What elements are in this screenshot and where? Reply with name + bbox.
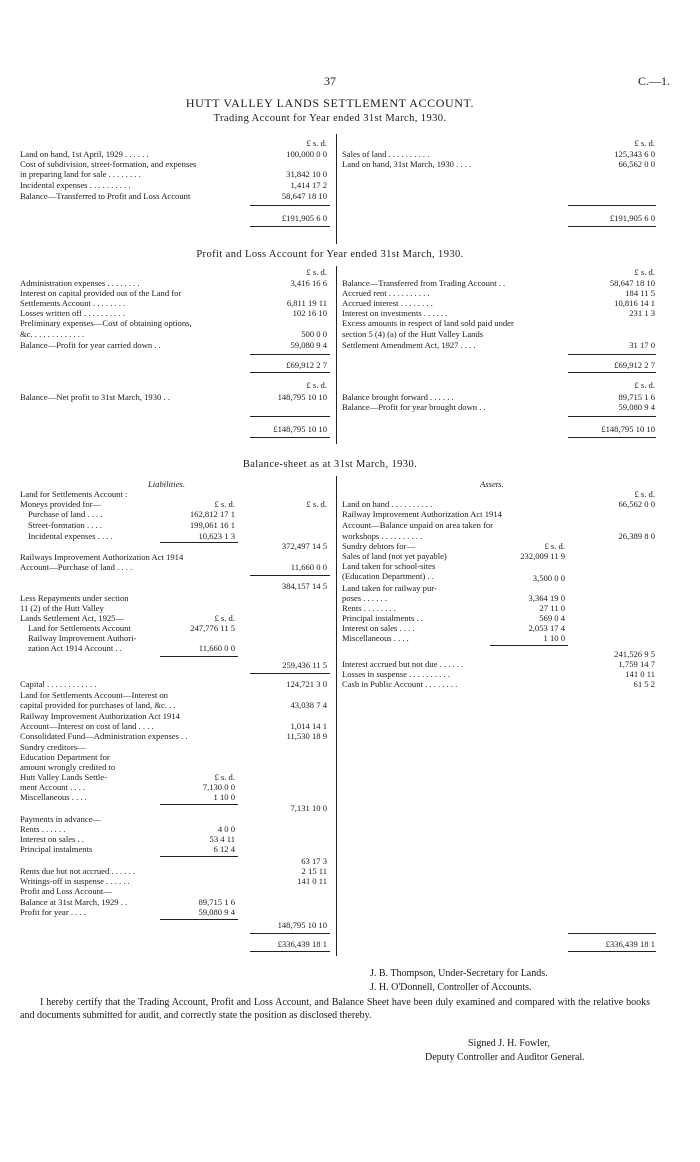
trading-currency-left: £ s. d. [306, 138, 327, 148]
pl-right-label: Accrued interest . . . . . . . . [342, 298, 433, 308]
bs-liab-line: Interest on sales . . [20, 834, 84, 844]
pl-left-label: Settlements Account . . . . . . . . [20, 298, 126, 308]
pl-total1-right: £69,912 2 7 [614, 360, 655, 370]
bs-asset-line: Land on hand . . . . . . . . . . [342, 499, 433, 509]
bs-liab-line: Less Repayments under section [20, 593, 129, 603]
auditor-title: Deputy Controller and Auditor General. [425, 1052, 585, 1063]
bs-asset-line: Miscellaneous . . . . [342, 633, 409, 643]
bs-asset-sub-amount: 2,053 17 4 [528, 623, 565, 633]
bs-asset-line: Rents . . . . . . . . [342, 603, 396, 613]
bs-asset-line: Sales of land (not yet payable) [342, 551, 447, 561]
pl-right-label: Balance—Transferred from Trading Account . . [342, 278, 506, 288]
bs-liab-sub-amount: 53 4 11 [209, 834, 235, 844]
bs-liab-line: Writings-off in suspense . . . . . . [20, 876, 130, 886]
bs-asset-line: Losses in suspense . . . . . . . . . . [342, 669, 450, 679]
bs-liab-amount: 1,014 14 1 [290, 721, 327, 731]
pl-right-amount: 31 17 0 [629, 340, 655, 350]
bs-liab-amount: 124,721 3 0 [286, 679, 327, 689]
pl-right-amount: 231 1 3 [629, 308, 655, 318]
signature-auditor: Signed J. H. Fowler, [468, 1038, 550, 1049]
page-title: HUTT VALLEY LANDS SETTLEMENT ACCOUNT. [185, 96, 475, 110]
pl-left-label: Administration expenses . . . . . . . . [20, 278, 140, 288]
trading-right-label: Sales of land . . . . . . . . . . [342, 149, 430, 159]
bs-liab-line: Railway Improvement Authori- [28, 633, 137, 643]
bs-lsd: £ s. d. [214, 772, 235, 782]
bs-total-left: £336,439 18 1 [277, 939, 327, 949]
pl-right-label: section 5 (4) (a) of the Hutt Valley Lands [342, 329, 484, 339]
pl-right-amount: 58,647 18 10 [609, 278, 655, 288]
bs-liab-amount: 372,497 14 5 [281, 541, 327, 551]
bs-liab-line: Land for Settlements Account [28, 623, 131, 633]
pl-right-label: Settlement Amendment Act, 1927 . . . . [342, 340, 476, 350]
pl-left-amount: 102 16 10 [292, 308, 327, 318]
bs-asset-line: Principal instalments . . [342, 613, 423, 623]
pl-left-amount: 3,416 16 6 [290, 278, 327, 288]
trading-divider [336, 134, 337, 244]
report-code: C.—1. [637, 74, 670, 88]
bs-liab-line: Profit and Loss Account— [20, 886, 112, 896]
bs-asset-amount: 61 5 2 [633, 679, 655, 689]
bs-liab-sub-amount: 6 12 4 [213, 844, 235, 854]
bs-asset-amount: 141 0 11 [625, 669, 655, 679]
pl-right2-label: Balance—Profit for year brought down . . [342, 402, 486, 412]
bs-asset-amount: 26,389 8 0 [618, 531, 655, 541]
trading-heading: Trading Account for Year ended 31st March, 1930. [213, 113, 447, 124]
signature-controller: J. H. O'Donnell, Controller of Accounts. [370, 982, 532, 993]
bs-asset-sub-amount: 232,009 11 9 [520, 551, 565, 561]
bs-asset-line: (Education Department) . . [342, 571, 434, 581]
bs-total-right: £336,439 18 1 [605, 939, 655, 949]
bs-liab-line: Hutt Valley Lands Settle- [20, 772, 107, 782]
bs-liab-amount: 63 17 3 [301, 856, 327, 866]
liabilities-title: Liabilities. [148, 479, 186, 489]
page-number: 37 [324, 74, 336, 88]
pl-right-amount: 10,816 14 1 [614, 298, 655, 308]
bs-liab-line: Principal instalments [20, 844, 93, 854]
bs-asset-line: Sundry debtors for— [342, 541, 416, 551]
pl-left-label: Preliminary expenses—Cost of obtaining options, [20, 318, 192, 328]
pl-currency-left: £ s. d. [306, 267, 327, 277]
pl-left-label: Balance—Profit for year carried down . . [20, 340, 161, 350]
pl-total2-left: £148,795 10 10 [273, 424, 327, 434]
bs-liab-line: Miscellaneous . . . . [20, 792, 87, 802]
bs-liab-line: Profit for year . . . . [20, 907, 86, 917]
bs-asset-sub-amount: 3,500 0 0 [532, 573, 565, 583]
bs-liab-line: Lands Settlement Act, 1925— [20, 613, 125, 623]
trading-right-label: Land on hand, 31st March, 1930 . . . . [342, 159, 472, 169]
pl-left-label: Losses written off . . . . . . . . . . [20, 308, 125, 318]
trading-left-amount: 58,647 18 10 [281, 191, 327, 201]
bs-liab-sub-amount: 199,061 16 1 [189, 520, 235, 530]
bs-asset-line: Railway Improvement Authorization Act 1914 [342, 509, 502, 519]
bs-liab-sub-amount: 4 0 0 [217, 824, 235, 834]
pl-currency-right: £ s. d. [634, 267, 655, 277]
pl-left-amount: 6,811 19 11 [286, 298, 327, 308]
pl-right2-amount: 59,080 9 4 [618, 402, 655, 412]
bs-liab-line: zation Act 1914 Account . . [28, 643, 122, 653]
pl-right-amount: 184 11 5 [625, 288, 655, 298]
bs-heading: Balance-sheet as at 31st March, 1930. [242, 459, 418, 470]
bs-liab-amount: 11,530 18 9 [286, 731, 327, 741]
bs-liab-amount: 148,795 10 10 [277, 920, 327, 930]
bs-liab-line: Account—Purchase of land . . . . [20, 562, 133, 572]
bs-asset-line: Land taken for school-sites [342, 561, 436, 571]
trading-right-amount: 125,343 6 0 [614, 149, 655, 159]
bs-liab-sub-amount: 247,776 11 5 [190, 623, 235, 633]
pl-right2-label: Balance brought forward . . . . . . [342, 392, 454, 402]
bs-liab-sub-amount: 59,080 9 4 [198, 907, 235, 917]
bs-liab-sub-amount: 89,715 1 6 [198, 897, 235, 907]
trading-right-amount: 66,562 0 0 [618, 159, 655, 169]
pl-left-label: &c. . . . . . . . . . . . . [20, 329, 85, 339]
pl-right2-amount: 89,715 1 6 [618, 392, 655, 402]
trading-currency-right: £ s. d. [634, 138, 655, 148]
bs-liab-line: 11 (2) of the Hutt Valley [20, 603, 104, 613]
bs-asset-sub-amount: 569 0 4 [539, 613, 565, 623]
bs-liab-line: Street-formation . . . . [28, 520, 102, 530]
bs-liab-line: Payments in advance— [20, 814, 102, 824]
bs-asset-amount: 66,562 0 0 [618, 499, 655, 509]
pl-left-label: Interest on capital provided out of the Land for [20, 288, 182, 298]
pl-heading: Profit and Loss Account for Year ended 31st March, 1930. [196, 249, 464, 260]
trading-total-right: £191,905 6 0 [609, 213, 655, 223]
bs-liab-line: Incidental expenses . . . . [28, 531, 113, 541]
pl-right-label: Excess amounts in respect of land sold paid under [342, 318, 514, 328]
pl-left-amount: 500 0 0 [301, 329, 327, 339]
pl-total1-left: £69,912 2 7 [286, 360, 327, 370]
trading-left-label: Cost of subdivision, street-formation, and expenses [20, 159, 197, 169]
bs-liab-line: Railway Improvement Authorization Act 1914 [20, 711, 180, 721]
pl-net-profit-amount: 148,795 10 10 [277, 392, 327, 402]
bs-liab-line: Account—Interest on cost of land . . . . [20, 721, 154, 731]
bs-asset-line: workshops . . . . . . . . . . [342, 531, 423, 541]
pl-right-label: Accrued rent . . . . . . . . . . [342, 288, 430, 298]
bs-liab-sub-amount: 11,660 0 0 [198, 643, 235, 653]
bs-asset-line: Interest accrued but not due . . . . . . [342, 659, 464, 669]
bs-liab-amount: 384,157 14 5 [281, 581, 327, 591]
bs-asset-line: Interest on sales . . . . [342, 623, 415, 633]
bs-liab-line: capital provided for purchases of land, &c. . . [20, 700, 176, 710]
bs-asset-sub-amount: 27 11 0 [539, 603, 565, 613]
bs-liab-line: Land for Settlements Account : [20, 489, 128, 499]
trading-left-amount: 100,000 0 0 [286, 149, 327, 159]
bs-liab-line: amount wrongly credited to [20, 762, 116, 772]
bs-liab-line: Consolidated Fund—Administration expenses . . [20, 731, 188, 741]
bs-liab-line: Capital . . . . . . . . . . . . [20, 679, 97, 689]
pl-total2-right: £148,795 10 10 [601, 424, 655, 434]
bs-liab-amount: 43,038 7 4 [290, 700, 327, 710]
trading-left-label: Land on hand, 1st April, 1929 . . . . . . [20, 149, 149, 159]
bs-liab-sub-amount: 162,812 17 1 [189, 509, 235, 519]
bs-asset-line: Cash in Public Account . . . . . . . . [342, 679, 458, 689]
bs-liab-line: ment Account . . . . [20, 782, 86, 792]
bs-liab-sub-amount: 7,130 0 0 [202, 782, 235, 792]
bs-lsd: £ s. d. [214, 499, 235, 509]
bs-liab-line: Moneys provided for— [20, 499, 102, 509]
bs-liab-line: Rents due but not accrued . . . . . . [20, 866, 136, 876]
bs-liab-line: Sundry creditors— [20, 742, 86, 752]
bs-liab-amount: 2 15 11 [301, 866, 327, 876]
pl-right-label: Interest on investments . . . . . . [342, 308, 448, 318]
bs-lsd: £ s. d. [214, 613, 235, 623]
assets-title: Assets. [480, 479, 504, 489]
bs-liab-line: Balance at 31st March, 1929 . . [20, 897, 128, 907]
audit-certificate: I hereby certify that the Trading Account, Profit and Loss Account, and Balance Sheet have been duly examined and compared with the relative books and documents submitted for audit, and correctly state the position as disclosed thereby. [20, 997, 650, 1021]
bs-lsd: £ s. d. [544, 541, 565, 551]
pl-left-amount: 59,080 9 4 [290, 340, 327, 350]
pl-net-profit-label: Balance—Net profit to 31st March, 1930 . . [20, 392, 170, 402]
bs-asset-sub-amount: 1 10 0 [543, 633, 565, 643]
trading-left-amount: 1,414 17 2 [290, 180, 327, 190]
bs-liab-amount: 11,660 0 0 [290, 562, 327, 572]
trading-left-label: in preparing land for sale . . . . . . . . [20, 169, 141, 179]
signature-under-secretary: J. B. Thompson, Under-Secretary for Lands. [370, 968, 548, 979]
bs-liab-line: Rents . . . . . . [20, 824, 66, 834]
bs-liab-line: Purchase of land . . . . [28, 509, 103, 519]
bs-liab-amount: 141 0 11 [297, 876, 327, 886]
bs-asset-line: Land taken for railway pur- [342, 583, 437, 593]
pl-currency-right-2: £ s. d. [634, 380, 655, 390]
trading-left-label: Incidental expenses . . . . . . . . . . [20, 180, 131, 190]
bs-liab-sub-amount: 1 10 0 [213, 792, 235, 802]
bs-lsd: £ s. d. [634, 489, 655, 499]
trading-left-amount: 31,842 10 0 [286, 169, 327, 179]
bs-lsd: £ s. d. [306, 499, 327, 509]
trading-total-left: £191,905 6 0 [281, 213, 327, 223]
bs-asset-line: poses . . . . . . [342, 593, 387, 603]
bs-asset-amount: 1,759 14 7 [618, 659, 655, 669]
bs-divider [336, 476, 337, 956]
bs-liab-line: Education Department for [20, 752, 110, 762]
bs-asset-line: Account—Balance unpaid on area taken for [342, 520, 494, 530]
bs-liab-sub-amount: 10,623 1 3 [198, 531, 235, 541]
pl-currency-left-2: £ s. d. [306, 380, 327, 390]
trading-left-label: Balance—Transferred to Profit and Loss Account [20, 191, 191, 201]
bs-liab-amount: 7,131 10 0 [290, 803, 327, 813]
bs-asset-amount: 241,526 9 5 [614, 649, 655, 659]
bs-liab-line: Land for Settlements Account—Interest on [20, 690, 168, 700]
bs-liab-line: Railways Improvement Authorization Act 1914 [20, 552, 184, 562]
bs-asset-sub-amount: 3,364 19 0 [528, 593, 565, 603]
pl-divider [336, 266, 337, 444]
bs-liab-amount: 259,436 11 5 [282, 660, 327, 670]
